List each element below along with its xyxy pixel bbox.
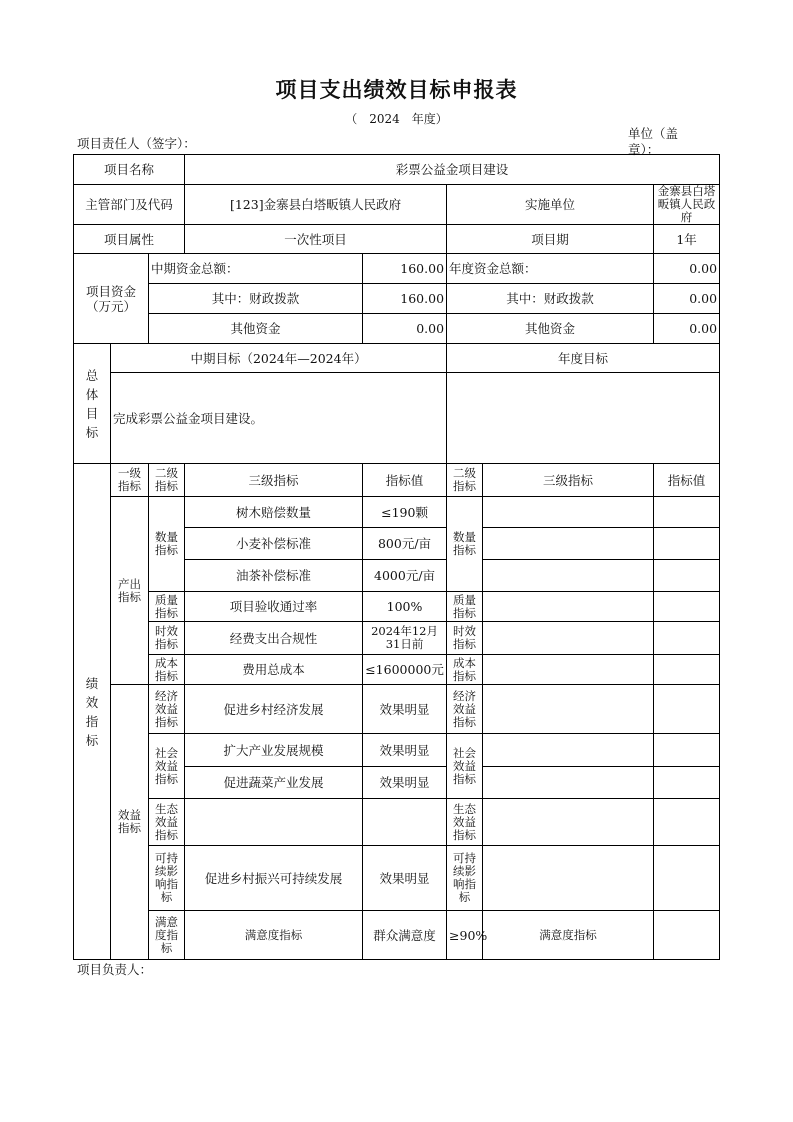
annual-cell xyxy=(654,685,720,734)
annual-cell xyxy=(654,528,720,560)
ecological-label-annual: 生态效益指标 xyxy=(447,799,483,846)
mid-other-value: 0.00 xyxy=(363,314,447,344)
annual-cell xyxy=(483,622,654,655)
annual-cell xyxy=(654,497,720,528)
indicators-label xyxy=(74,464,111,960)
mid-total-label: 中期资金总额： xyxy=(149,254,363,284)
annual-cell xyxy=(654,734,720,767)
social2-name: 促进蔬菜产业发展 xyxy=(185,767,363,799)
annual-cell xyxy=(483,846,654,911)
annual-cell xyxy=(483,685,654,734)
cost-label: 成本指标 xyxy=(149,655,185,685)
report-table xyxy=(73,154,720,960)
q2-name: 小麦补偿标准 xyxy=(185,528,363,560)
sustain-value: 效果明显 xyxy=(363,846,447,911)
mid-total-value: 160.00 xyxy=(363,254,447,284)
mid-fiscal-value: 160.00 xyxy=(363,284,447,314)
annual-cell xyxy=(654,560,720,592)
q1-value: ≤190颗 xyxy=(363,497,447,528)
social1-value: 效果明显 xyxy=(363,734,447,767)
satis-value: ≥90% xyxy=(447,911,483,960)
satisfaction2-label: 满意度指标 xyxy=(185,911,363,960)
attr-value: 一次性项目 xyxy=(185,225,447,254)
sustainable-label: 可持续影响指标 xyxy=(149,846,185,911)
annual-goal-value xyxy=(447,373,720,464)
period-label: 项目期 xyxy=(447,225,654,254)
mid-goal-label: 中期目标（2024年—2024年） xyxy=(111,344,447,373)
annual-cell xyxy=(654,592,720,622)
quantity-label-annual: 数量指标 xyxy=(447,497,483,592)
social2-value: 效果明显 xyxy=(363,767,447,799)
year-fiscal-label: 其中：财政拨款 xyxy=(447,284,654,314)
ecological-cell xyxy=(363,799,447,846)
dept-value: [123]金寨县白塔畈镇人民政府 xyxy=(185,185,447,225)
annual-cell xyxy=(483,734,654,767)
economic-label-annual: 经济效益指标 xyxy=(447,685,483,734)
quality-name: 项目验收通过率 xyxy=(185,592,363,622)
project-name-value: 彩票公益金项目建设 xyxy=(185,155,720,185)
dept-label: 主管部门及代码 xyxy=(74,185,185,225)
col-level3-annual: 三级指标 xyxy=(483,464,654,497)
responsible-label: 项目责任人（签字）： xyxy=(77,136,196,151)
mid-goal-value: 完成彩票公益金项目建设。 xyxy=(111,373,447,464)
year-total-value: 0.00 xyxy=(654,254,720,284)
annual-cell xyxy=(483,767,654,799)
social-label-annual: 社会效益指标 xyxy=(447,734,483,799)
manager-label: 项目负责人： xyxy=(77,962,153,977)
project-name-label: 项目名称 xyxy=(74,155,185,185)
ecological-label: 生态效益指标 xyxy=(149,799,185,846)
social1-name: 扩大产业发展规模 xyxy=(185,734,363,767)
cost-name: 费用总成本 xyxy=(185,655,363,685)
quality-value: 100% xyxy=(363,592,447,622)
col-level3: 三级指标 xyxy=(185,464,363,497)
satis-name: 群众满意度 xyxy=(363,911,447,960)
cost-label-annual: 成本指标 xyxy=(447,655,483,685)
col-level2: 二级指标 xyxy=(149,464,185,497)
sustainable-label-annual: 可持续影响指标 xyxy=(447,846,483,911)
annual-cell xyxy=(483,497,654,528)
quantity-label: 数量指标 xyxy=(149,497,185,592)
annual-cell xyxy=(654,622,720,655)
attr-label: 项目属性 xyxy=(74,225,185,254)
year-total-label: 年度资金总额： xyxy=(447,254,654,284)
sustain-name: 促进乡村振兴可持续发展 xyxy=(185,846,363,911)
year-label: 年度） xyxy=(411,112,448,126)
annual-cell xyxy=(483,560,654,592)
page-title: 项目支出绩效目标申报表 xyxy=(275,77,518,102)
time-name: 经费支出合规性 xyxy=(185,622,363,655)
economic-label: 经济效益指标 xyxy=(149,685,185,734)
year-other-label: 其他资金 xyxy=(447,314,654,344)
year-line xyxy=(0,110,793,127)
annual-cell xyxy=(483,592,654,622)
annual-cell xyxy=(654,799,720,846)
funds-label: 项目资金（万元） xyxy=(74,254,149,344)
social-label: 社会效益指标 xyxy=(149,734,185,799)
q2-value: 800元/亩 xyxy=(363,528,447,560)
period-value: 1年 xyxy=(654,225,720,254)
annual-cell xyxy=(654,911,720,960)
q3-value: 4000元/亩 xyxy=(363,560,447,592)
timeliness-label-annual: 时效指标 xyxy=(447,622,483,655)
q3-name: 油茶补偿标准 xyxy=(185,560,363,592)
quality-label: 质量指标 xyxy=(149,592,185,622)
satisfaction-label: 满意度指标 xyxy=(149,911,185,960)
time-value: 2024年12月31日前 xyxy=(363,622,447,655)
col-level1: 一级指标 xyxy=(111,464,149,497)
cost-value: ≤1600000元 xyxy=(363,655,447,685)
mid-fiscal-label: 其中：财政拨款 xyxy=(149,284,363,314)
annual-cell xyxy=(654,655,720,685)
ecological-cell xyxy=(185,799,363,846)
year-value: 2024 xyxy=(369,112,400,126)
mid-other-label: 其他资金 xyxy=(149,314,363,344)
benefit-label: 效益指标 xyxy=(111,685,149,960)
year-fiscal-value: 0.00 xyxy=(654,284,720,314)
col-level2-annual: 二级指标 xyxy=(447,464,483,497)
col-value: 指标值 xyxy=(363,464,447,497)
indicators-label-text: 绩效指标 xyxy=(85,675,99,748)
quality-label-annual: 质量指标 xyxy=(447,592,483,622)
q1-name: 树木赔偿数量 xyxy=(185,497,363,528)
timeliness-label: 时效指标 xyxy=(149,622,185,655)
satisfaction-label-annual: 满意度指标 xyxy=(483,911,654,960)
output-label: 产出指标 xyxy=(111,497,149,685)
year-other-value: 0.00 xyxy=(654,314,720,344)
annual-cell xyxy=(483,528,654,560)
annual-cell xyxy=(654,846,720,911)
unit-label: 单位（盖章）： xyxy=(628,126,679,157)
goals-label-text: 总体目标 xyxy=(85,367,99,440)
econ-value: 效果明显 xyxy=(363,685,447,734)
annual-cell xyxy=(654,767,720,799)
impl-value: 金寨县白塔畈镇人民政府 xyxy=(654,185,720,225)
econ-name: 促进乡村经济发展 xyxy=(185,685,363,734)
col-value-annual: 指标值 xyxy=(654,464,720,497)
annual-goal-label: 年度目标 xyxy=(447,344,720,373)
goals-label xyxy=(74,344,111,464)
impl-label: 实施单位 xyxy=(447,185,654,225)
year-open: （ xyxy=(345,112,358,126)
annual-cell xyxy=(483,655,654,685)
annual-cell xyxy=(483,799,654,846)
